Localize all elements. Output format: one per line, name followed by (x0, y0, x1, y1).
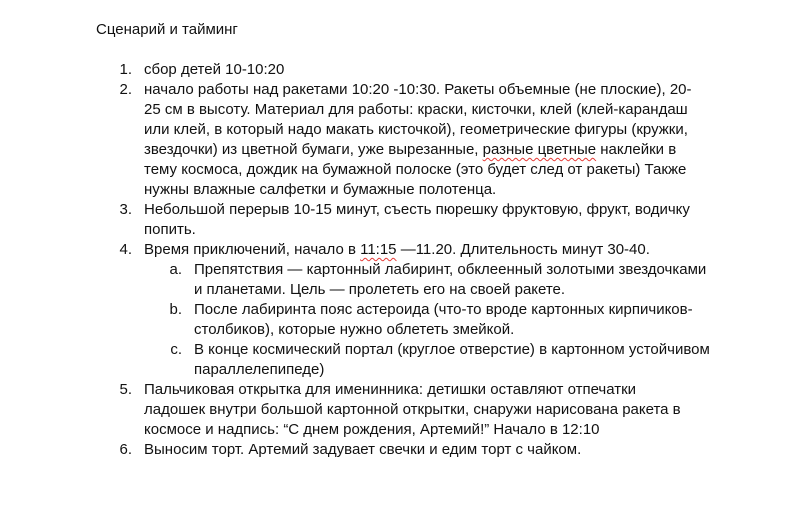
sub-list-item-letter: a. (169, 261, 182, 278)
sub-list-item-letter: c. (170, 341, 182, 358)
list-item (96, 440, 696, 460)
document-title: Сценарий и тайминг (96, 21, 238, 38)
sub-list-item-text: Препятствия — картонный лабиринт, обклеенный золотыми звездочками и планетами. Цель — пролететь его на своей ракете. (194, 261, 707, 298)
list-item (96, 380, 696, 440)
list-item-text (144, 241, 650, 258)
list-item-number: 1. (119, 61, 132, 78)
list-item (96, 80, 696, 200)
list-item-text: Выносим торт. Артемий задувает свечки и едим торт с чайком. (144, 441, 582, 458)
agenda-list (96, 60, 710, 460)
spellcheck-flagged-text[interactable]: разные цветные (482, 141, 597, 158)
sub-list-item (144, 260, 714, 300)
list-item (96, 200, 696, 240)
list-item-number: 4. (119, 241, 132, 258)
list-item-text (144, 81, 692, 198)
list-item-text: Небольшой перерыв 10-15 минут, съесть пюрешку фруктовую, фрукт, водичку попить. (144, 201, 690, 238)
sub-list-item (144, 340, 714, 380)
text-segment: наклейки в тему космоса, дождик на бумажной полоске (это будет след от ракеты) Также нужны влажные салфетки и бумажные полотенца. (144, 141, 687, 198)
spellcheck-flagged-text[interactable]: 11:15 (360, 241, 397, 258)
list-item-text: Пальчиковая открытка для именинника: детишки оставляют отпечатки ладошек внутри большой картонной открытки, снаружи нарисована ракета в космосе и надпись: “С днем рождения, Артемий!” Начало в 12:10 (144, 381, 681, 438)
list-item-text: сбор детей 10-10:20 (144, 61, 285, 78)
text-segment: Время приключений, начало в (144, 241, 361, 258)
text-segment: начало работы над ракетами 10:20 -10:30. Ракеты объемные (не плоские), 20-25 см в высоту. Материал для работы: краски, кисточки, клей (клей-карандаш или клей, в который надо макать кисточкой), геометрические фигуры (кружки, звездочки) из цветной бумаги, уже вырезанные, (144, 81, 692, 158)
sub-list-item-text: В конце космический портал (круглое отверстие) в картонном устойчивом параллелепипеде) (194, 341, 710, 378)
list-item-number: 3. (119, 201, 132, 218)
sub-list (144, 260, 710, 380)
list-item (96, 240, 710, 380)
list-item-number: 5. (119, 381, 132, 398)
sub-list-item (144, 300, 714, 340)
list-item-number: 2. (119, 81, 132, 98)
sub-list-item-letter: b. (169, 301, 182, 318)
list-item-number: 6. (119, 441, 132, 458)
list-item (96, 60, 696, 80)
sub-list-item-text: После лабиринта пояс астероида (что-то вроде картонных кирпичиков-столбиков), которые нужно облететь змейкой. (194, 301, 693, 338)
text-segment: —11.20. Длительность минут 30-40. (396, 241, 650, 258)
